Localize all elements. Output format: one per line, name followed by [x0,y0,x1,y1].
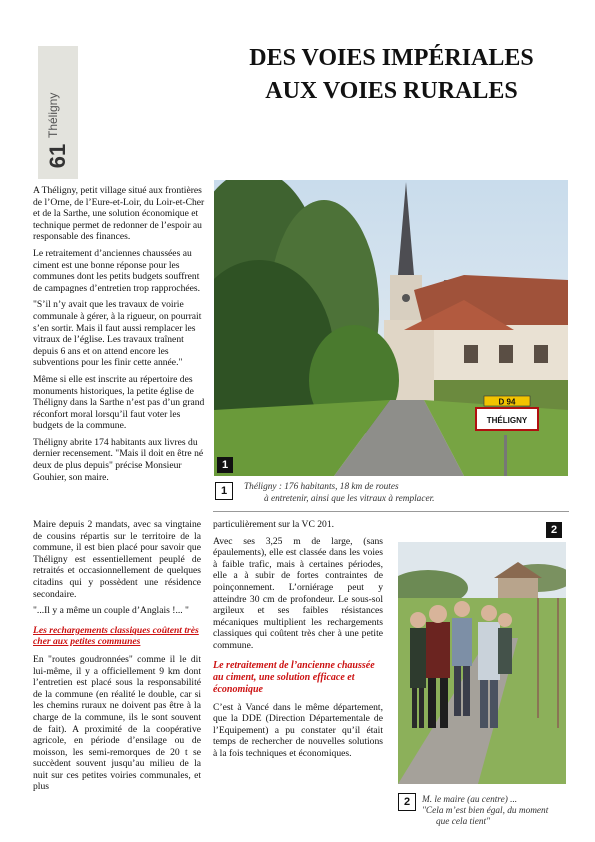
title-line-1: DES VOIES IMPÉRIALES [249,45,534,71]
body-column-middle [213,519,383,765]
caption-line: M. le maire (au centre) ... [422,795,518,805]
intro-column [33,185,208,488]
page-number: 61 [45,143,71,169]
section-heading: Le retraitement de l’ancienne chaussée au ciment, une solution efficace et économique [213,659,375,695]
section-tab [38,46,78,179]
intro-paragraph: Même si elle est inscrite au répertoire des monuments historiques, la petite église de Théligny dans la Sarthe n’est pas d’un grand réconfort moral lorsqu’il faut voter les budgets de la commune. [33,373,205,432]
body-paragraph: Maire depuis 2 mandats, avec sa vingtaine de cousins répartis sur le territoire de la commune, il est bien placé pour savoir que Théligny est essentiellement peuplé de retraités et occasionnellement de quelques citadins qui y possèdent une résidence secondaire. [33,519,201,600]
intro-paragraph: "S’il n’y avait que les travaux de voirie communale à gérer, à la rigueur, on pourrait s’en sortir. Mais il faut aussi remplacer les vitraux de l’église. Les travaux traînent depuis 6 ans et on attend encore les subventions pour les finir cette année." [33,299,202,369]
caption-number: 2 [398,793,416,811]
road-sign-number: D 94 [498,397,516,407]
photo-number-badge: 1 [217,457,233,473]
body-paragraph: C’est à Vancé dans le même département, que la DDE (Direction Départementale de l’Equipement) a pu constater qu’il était temps de rechercher de nouvelles solutions à la fois techniques et économiques. [213,701,383,759]
body-column-left [33,519,201,798]
intro-paragraph: Théligny abrite 174 habitants aux livres du dernier recensement. "Mais il doit en être né deux de plus depuis" précise Monsieur Gouhier, son maire. [33,436,204,483]
intro-paragraph: Le retraitement d’anciennes chaussées au ciment est une bonne réponse pour les communes dont les petits budgets souffrent de campagnes d’entretien trop rapprochées. [33,247,201,294]
body-paragraph: particulièrement sur la VC 201. [213,519,335,530]
caption-line: "Cela m’est bien égal, du moment [422,806,549,816]
caption-line: à entretenir, ainsi que les vitraux à remplacer. [264,493,435,504]
body-paragraph: Avec ses 3,25 m de large, (sans épaulements), elle est classée dans les voies à faible trafic, mais à certaines périodes, elle a à subir de fortes contraintes de poinçonnement. L’orniérage peut y atteindre 30 cm de profondeur. Le sous-sol argileux et ses faibles résistances mécaniques multiplient les rechargements classiques qui coûtent très cher à une petite commune. [213,535,383,651]
caption-line: que cela tient" [436,817,490,827]
photo-caption [422,795,572,828]
caption-line: Théligny : 176 habitants, 18 km de routes [244,482,399,492]
body-paragraph: En "routes goudronnées" comme il le dit lui-même, il y a officiellement 9 km dont l’entretien est placé sous la responsabilité de la commune (en réalité le double, car si les chemins ruraux ne doivent pas être à la charge de la commune, ils le sont souvent de fait). A proximité de la coopérative agricole, en période d’ensilage ou de moisson, les semi-remorques de 20 t se succèdent souvent jusqu’au milieu de la nuit sur ces petites voiries communales, et plus [33,653,201,793]
body-paragraph: "...Il y a même un couple d’Anglais !... " [33,605,189,617]
mayor-group-photo [398,518,566,784]
village-church-photo [214,180,568,476]
divider [213,511,569,512]
photo-caption [244,482,564,505]
section-heading: Les rechargements classiques coûtent très cher aux petites communes [33,624,199,648]
title-line-2: AUX VOIES RURALES [265,78,518,104]
road-sign-name: THÉLIGNY [486,416,528,425]
caption-number: 1 [215,482,233,500]
village-name-label: Théligny [46,92,60,138]
photo-number-badge: 2 [546,522,562,538]
intro-paragraph: A Théligny, petit village situé aux frontières de l’Orne, de l’Eure-et-Loir, du Loir-et-Cher et de la Sarthe, une solution économique et technique permet de redonner de l’espoir au responsable des finances. [33,185,205,243]
article-title [215,42,568,108]
